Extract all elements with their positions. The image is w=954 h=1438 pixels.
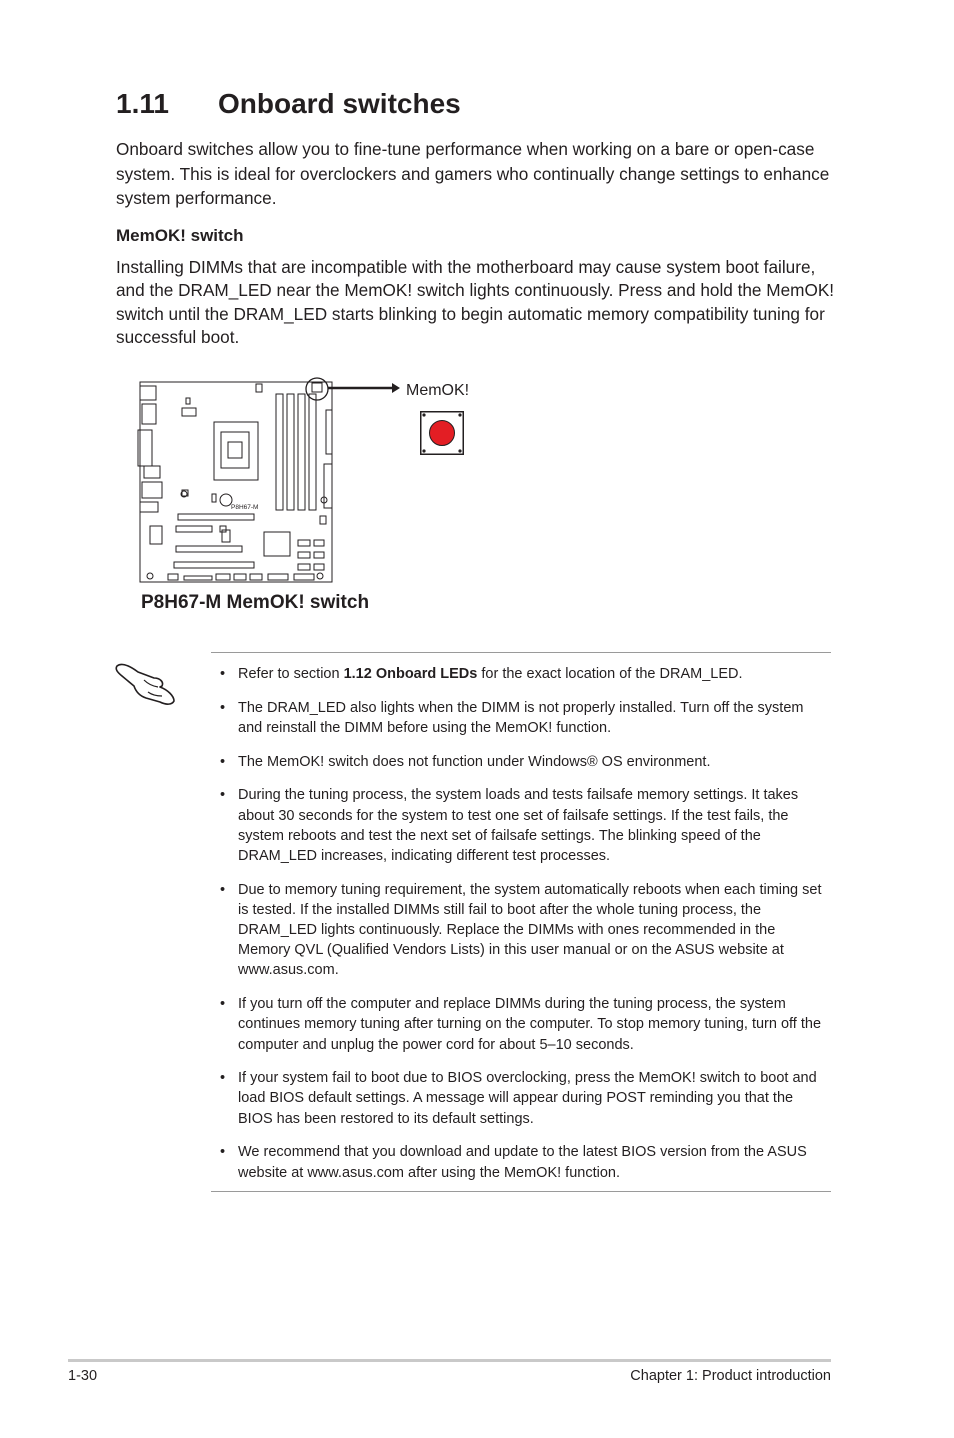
memok-highlight-circle [306,378,328,400]
page-number: 1-30 [68,1368,98,1384]
sata-port [314,540,324,546]
memok-paragraph: Installing DIMMs that are incompatible with the motherboard may cause system boot failure, and the DRAM_LED near the MemOK! switch lights continuously. Press and hold the MemOK! switch until the DRAM_LED starts blinking to begin automatic memory compatibility tuning for successful boot. [116,257,835,347]
sata-port [298,540,310,546]
note-item: • If you turn off the computer and replace DIMMs during the tuning process, the system continues memory tuning after turning on the computer. To stop memory tuning, turn off the computer and unplug the power cord for about 5–10 seconds. [217,994,831,1055]
dimm-slot [298,394,305,510]
note-item: • Due to memory tuning requirement, the system automatically reboots when each timing set is tested. If the installed DIMMs still fail to boot after the whole tuning process, the DRAM_LED lights continuously. Replace the DIMMs with ones recommended in the Memory QVL (Qualified Vendors Lists) in this user manual or on the ASUS website at www.asus.com. [217,880,831,981]
note-divider-top [211,652,831,653]
motherboard-layout-svg [130,370,480,592]
pcie-slot [174,562,254,568]
memok-button-illustration [420,411,464,455]
sata-port [298,552,310,558]
memok-heading: MemOK! switch [116,226,244,245]
section-number: 1.11 [116,88,169,119]
note-item: • We recommend that you download and update to the latest BIOS version from the ASUS website at www.asus.com after using the MemOK! function. [217,1142,831,1182]
sata-port [298,564,310,570]
memok-switch-small [312,383,322,392]
dimm-slot [276,394,283,510]
notes-list [217,664,831,1196]
chapter-title: Chapter 1: Product introduction [630,1368,831,1384]
sata-port [314,552,324,558]
note-item: • The DRAM_LED also lights when the DIMM is not properly installed. Turn off the system and reinstall the DIMM before using the MemOK! function. [217,698,831,738]
section-heading [116,88,461,120]
atx-power-connector [324,464,332,508]
callout-arrowhead [392,383,400,393]
intro-paragraph: Onboard switches allow you to fine-tune performance when working on a bare or open-case system. This is ideal for overclockers and gamers who continually change settings to enhance system performance. [116,139,830,208]
pcie-slot [176,546,242,552]
hand-pointing-icon [114,654,180,706]
sata-port [314,564,324,570]
memok-callout-label: MemOK! [406,382,470,399]
footer-divider [68,1359,831,1362]
figure-caption: P8H67-M MemOK! switch [141,592,370,613]
note-item: • During the tuning process, the system loads and tests failsafe memory settings. It takes about 30 seconds for the system to test one set of failsafe settings. If the test fails, the system reboots and test the next set of failsafe settings. The blinking speed of the DRAM_LED increases, indicating different test processes. [217,785,831,866]
pcie-slot [178,514,254,520]
section-title: Onboard switches [218,88,461,119]
pcie-slot [176,526,212,532]
cpu-socket-inner [221,432,249,468]
board-label: P8H67-M [231,504,259,511]
note-item: • If your system fail to boot due to BIOS overclocking, press the MemOK! switch to boot and load BIOS default settings. A message will appear during POST reminding you that the BIOS has been restored to its default settings. [217,1068,831,1129]
motherboard-diagram [130,370,480,592]
pch-chip [264,532,290,556]
note-item: • The MemOK! switch does not function under Windows® OS environment. [217,752,831,772]
note-divider-bottom [211,1191,831,1192]
dimm-slot [287,394,294,510]
dimm-slot [309,394,316,510]
note-item: • Refer to section 1.12 Onboard LEDs for the exact location of the DRAM_LED. [217,664,831,684]
